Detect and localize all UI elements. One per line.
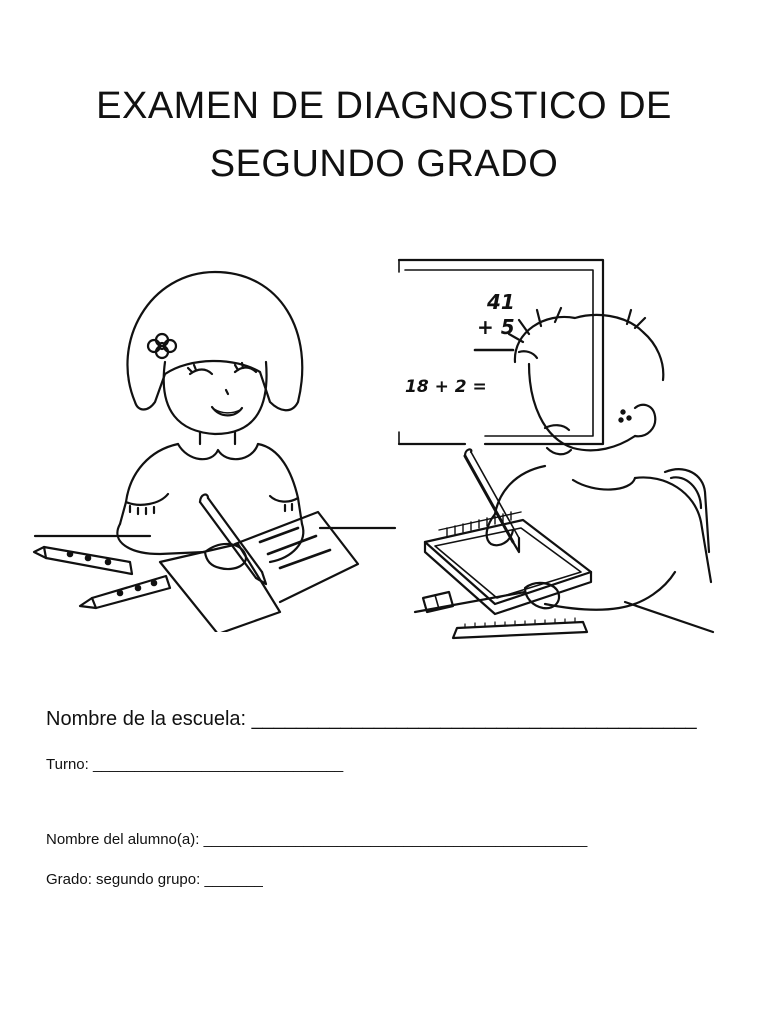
chalkboard-line-3: 18 + 2 =: [405, 377, 487, 397]
title-line-1: EXAMEN DE DIAGNOSTICO DE: [96, 85, 672, 128]
chalkboard-line-1: 41: [487, 290, 515, 314]
title-line-2: SEGUNDO GRADO: [209, 143, 559, 186]
chalkboard-text: [405, 290, 515, 397]
boy-writing-illustration: [395, 252, 725, 642]
shift-field[interactable]: Turno: ______________________________: [46, 756, 344, 773]
page-title: [0, 77, 768, 193]
grade-group-field[interactable]: Grado: segundo grupo: _______: [46, 871, 263, 888]
school-name-field[interactable]: Nombre de la escuela: ________________________________________: [46, 708, 697, 730]
girl-writing-illustration: [30, 262, 400, 632]
chalkboard-line-2: + 5: [477, 315, 515, 339]
student-name-field[interactable]: Nombre del alumno(a): ______________________________________________: [46, 831, 588, 848]
